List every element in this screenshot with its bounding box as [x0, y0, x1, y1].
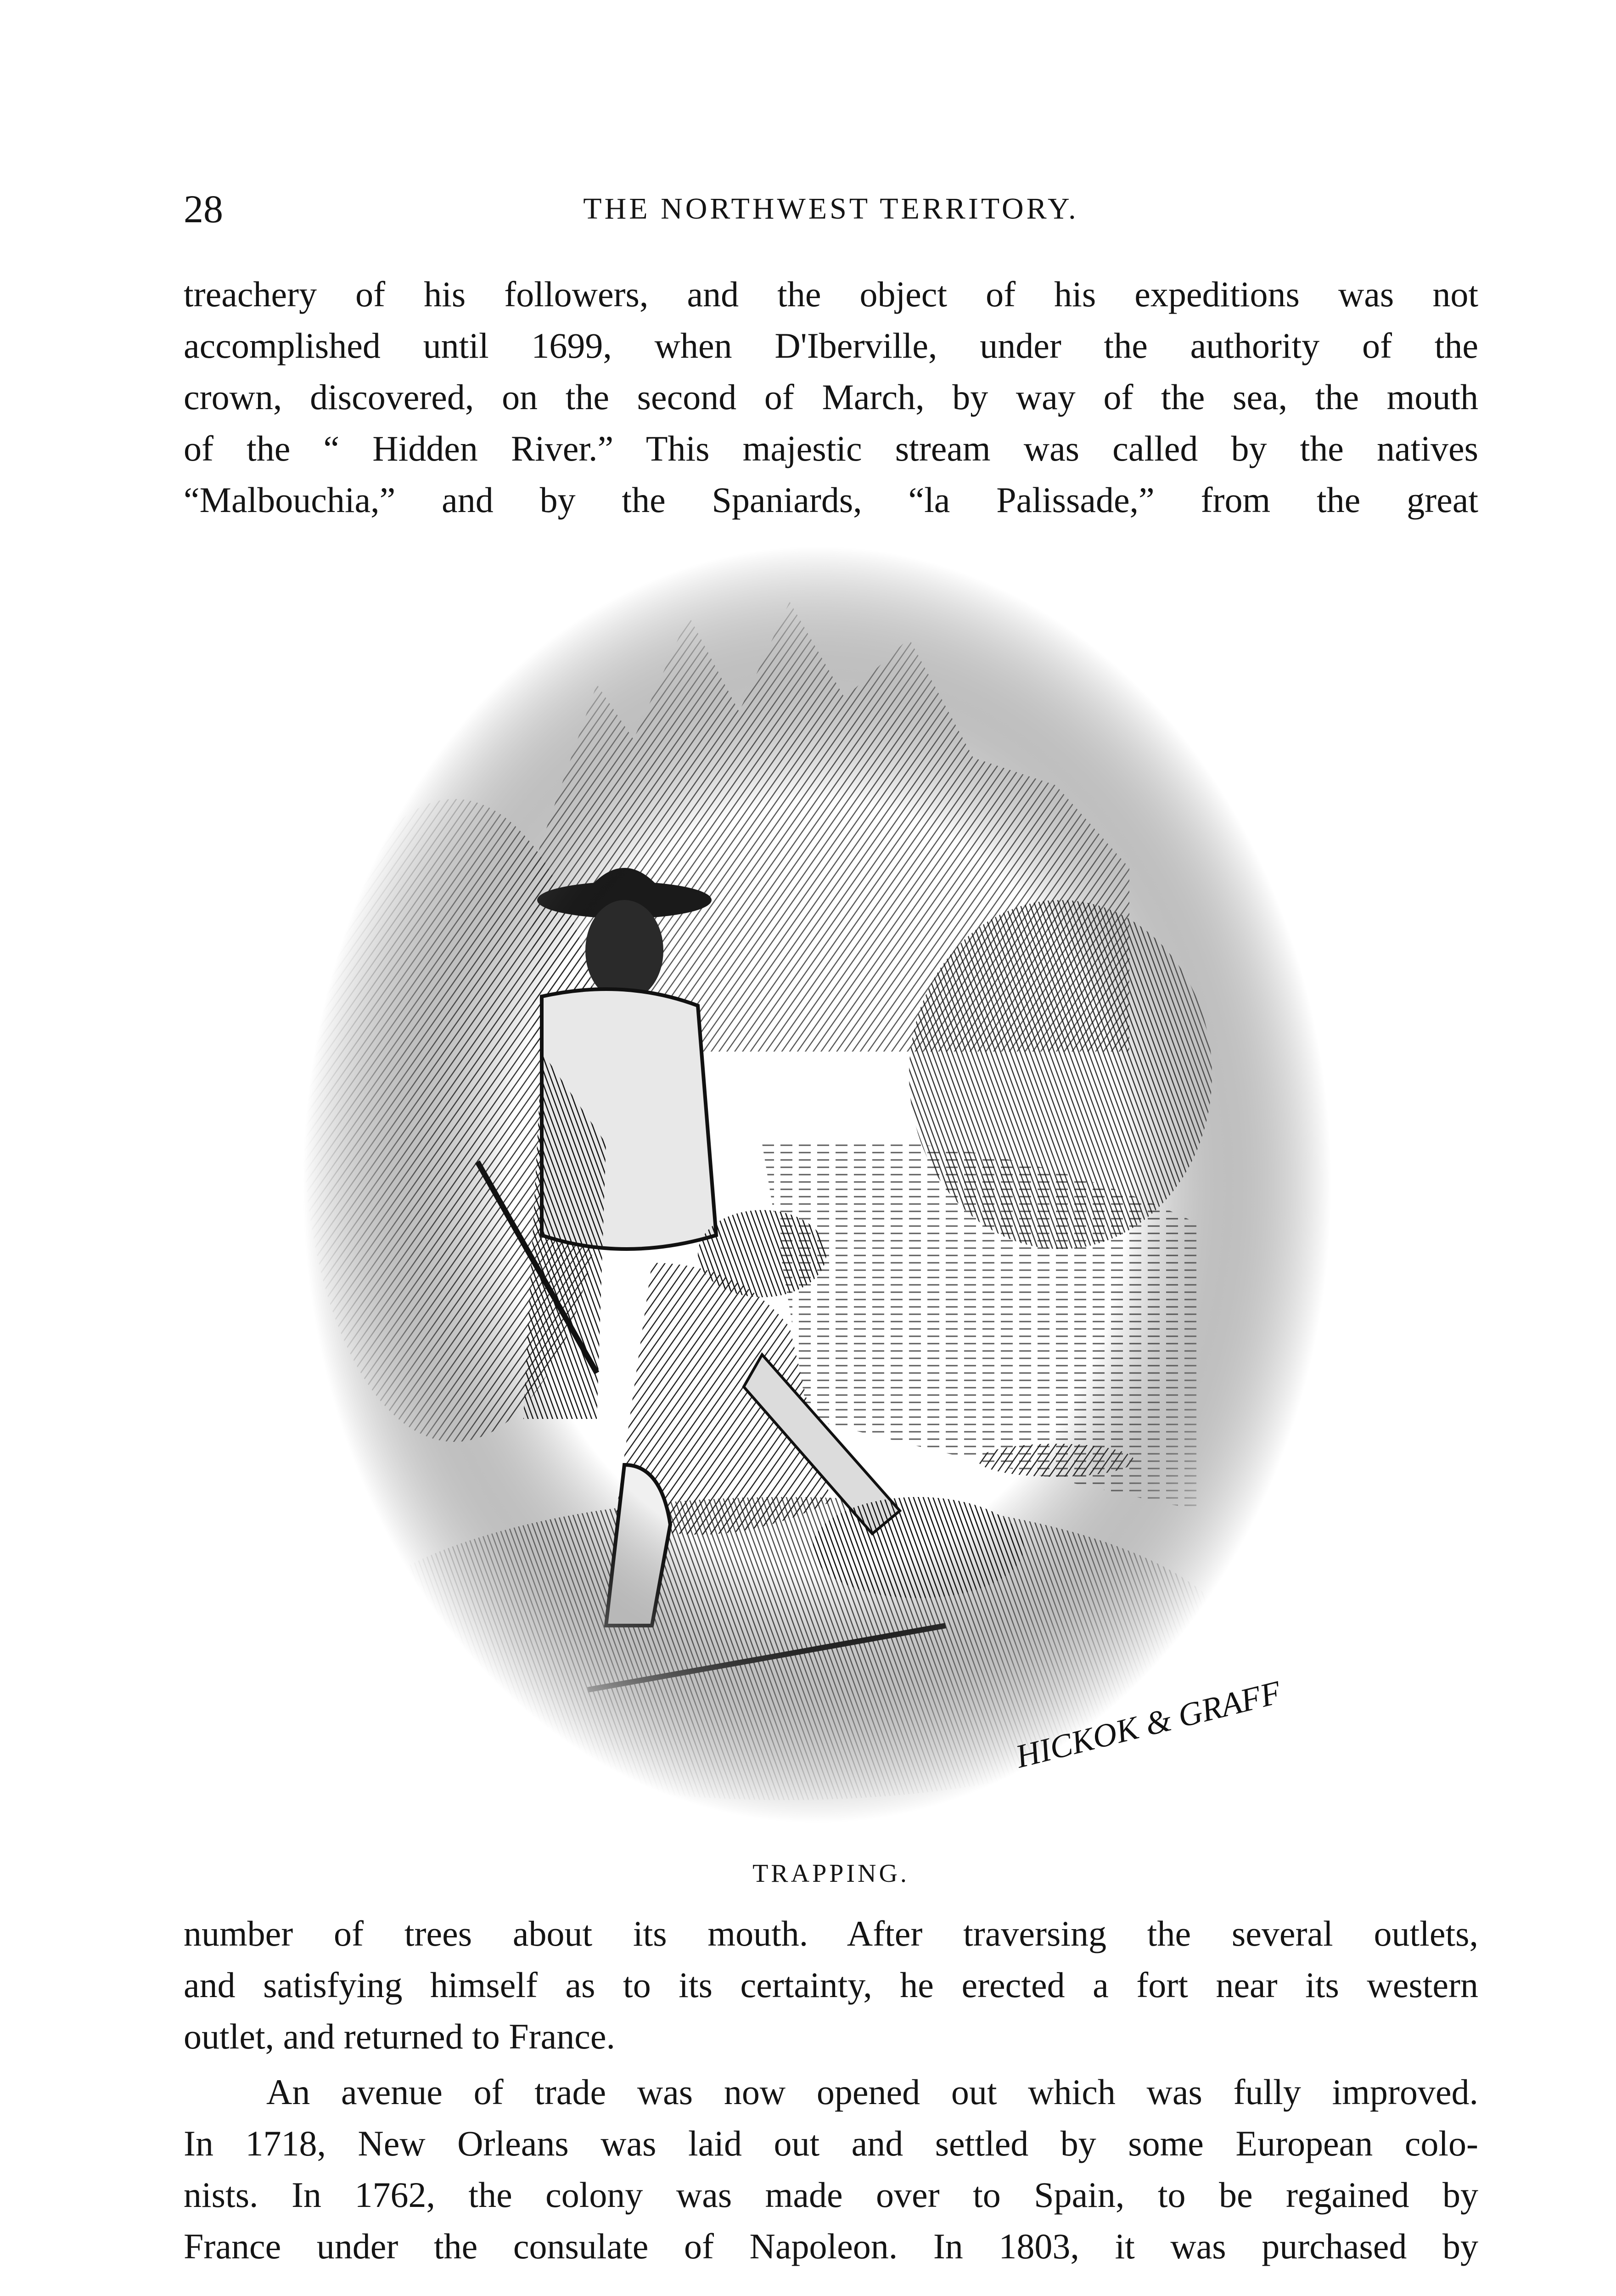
text-line: accomplished until 1699, when D'Iberville, under the authority of the	[184, 326, 1478, 366]
text-line: An avenue of trade was now opened out which was fully improved.	[266, 2072, 1478, 2112]
text-line: number of trees about its mouth. After traversing the several outlets,	[184, 1913, 1478, 1953]
page-number: 28	[184, 187, 223, 231]
running-title: THE NORTHWEST TERRITORY.	[583, 192, 1079, 225]
engraving-trapping	[303, 546, 1331, 1823]
text-line: crown, discovered, on the second of March, by way of the sea, the mouth	[184, 377, 1478, 417]
text-line: and satisfying himself as to its certainty, he erected a fort near its western	[184, 1965, 1478, 2005]
text-line: “Malbouchia,” and by the Spaniards, “la Palissade,” from the great	[184, 480, 1478, 520]
running-header	[184, 184, 1478, 234]
text-line: treachery of his followers, and the object of his expeditions was not	[184, 274, 1478, 314]
engraving-illustration	[303, 546, 1331, 1823]
text-line: of the “ Hidden River.” This majestic stream was called by the natives	[184, 428, 1478, 468]
text-line: outlet, and returned to France.	[184, 2016, 615, 2056]
text-line: In 1718, New Orleans was laid out and settled by some European colo-	[184, 2123, 1478, 2163]
figure-caption: TRAPPING.	[752, 1859, 909, 1888]
engraver-signature: HICKOK & GRAFF	[1012, 1673, 1285, 1775]
text-line: France under the consulate of Napoleon. In 1803, it was purchased by	[184, 2226, 1478, 2266]
paragraph-opening	[184, 269, 1478, 526]
paragraph-trade	[184, 2066, 1478, 2272]
paragraph-continued	[184, 1908, 1478, 2062]
text-line: nists. In 1762, the colony was made over to Spain, to be regained by	[184, 2175, 1478, 2215]
